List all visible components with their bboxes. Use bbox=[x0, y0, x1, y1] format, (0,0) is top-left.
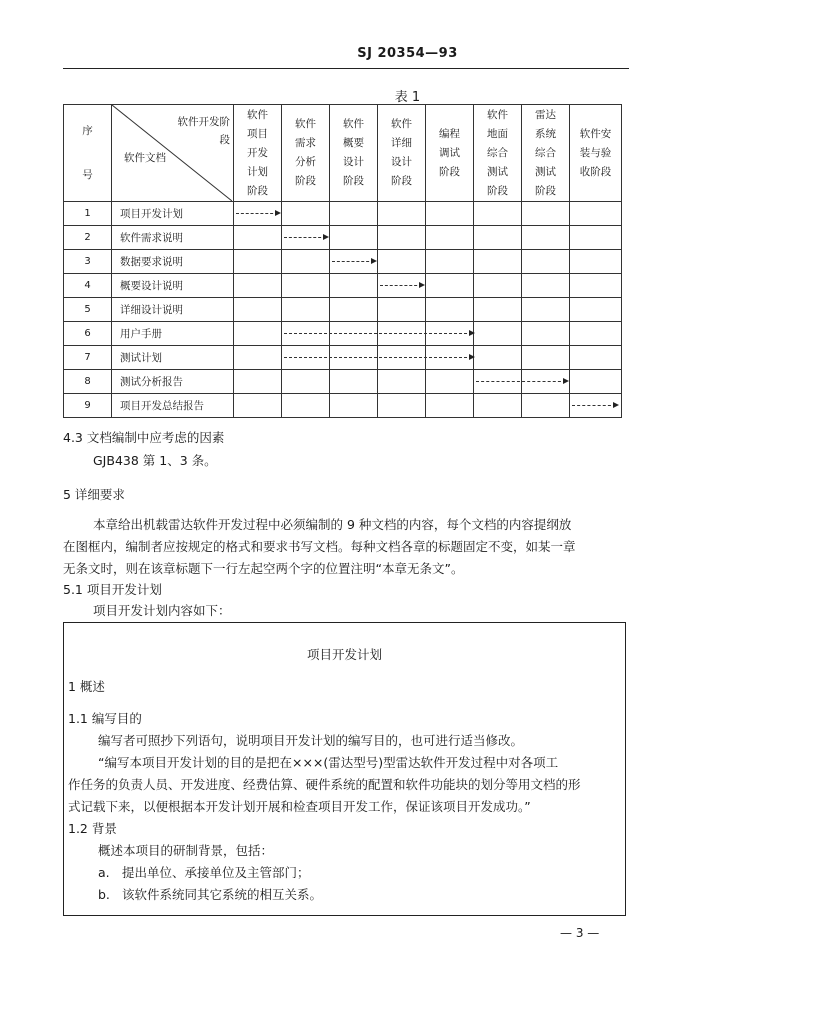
section-5-1-title: 5.1 项目开发计划 bbox=[63, 582, 162, 597]
stage-label-7: 雷达系统综合测试阶段 bbox=[535, 108, 556, 197]
document-stage-table bbox=[63, 104, 622, 418]
stage-label-8: 软件安装与验收阶段 bbox=[579, 127, 612, 178]
outline-item-b-marker: b. bbox=[98, 887, 110, 902]
outline-frame bbox=[63, 622, 626, 916]
outline-item-a-marker: a. bbox=[98, 865, 110, 880]
document-name: 数据要求说明 bbox=[112, 250, 234, 274]
outline-item-a: 提出单位、承接单位及主管部门； bbox=[122, 865, 310, 880]
section-5-1-body: 项目开发计划内容如下： bbox=[93, 603, 231, 618]
outline-para-3: 概述本项目的研制背景，包括： bbox=[98, 843, 274, 858]
row-number: 9 bbox=[64, 394, 112, 418]
outline-para-1: 编写者可照抄下列语句，说明项目开发计划的编写目的，也可进行适当修改。 bbox=[98, 733, 524, 748]
table-row bbox=[64, 250, 622, 274]
table-row bbox=[64, 274, 622, 298]
outline-heading-1-1: 1.1 编写目的 bbox=[68, 711, 142, 726]
stage-header-5 bbox=[426, 105, 474, 202]
outline-para-2-line1: “编写本项目开发计划的目的是把在×××(雷达型号)型雷达软件开发过程中对各项工 bbox=[98, 755, 559, 770]
stage-label-5: 编程调试阶段 bbox=[439, 127, 460, 178]
section-5-para-line1: 本章给出机载雷达软件开发过程中必须编制的 9 种文档的内容，每个文档的内容提纲放 bbox=[93, 517, 572, 532]
document-name: 用户手册 bbox=[112, 322, 234, 346]
table-row bbox=[64, 322, 622, 346]
outline-para-2-line3: 式记载下来，以便根据本开发计划开展和检查项目开发工作，保证该项目开发成功。” bbox=[68, 799, 531, 814]
stage-arrow bbox=[380, 285, 422, 286]
outline-heading-1-2: 1.2 背景 bbox=[68, 821, 117, 836]
stage-arrow bbox=[284, 357, 472, 358]
stage-label-6: 软件地面综合测试阶段 bbox=[487, 108, 508, 197]
section-4-3-body: GJB438 第 1、3 条。 bbox=[93, 453, 217, 468]
table-row bbox=[64, 202, 622, 226]
row-number: 5 bbox=[64, 298, 112, 322]
stage-arrow bbox=[284, 333, 472, 334]
table-row bbox=[64, 226, 622, 250]
document-name: 概要设计说明 bbox=[112, 274, 234, 298]
table-header-row bbox=[64, 105, 622, 202]
stage-arrow bbox=[476, 381, 566, 382]
stage-arrow bbox=[332, 261, 374, 262]
outline-title: 项目开发计划 bbox=[306, 647, 382, 662]
table-row bbox=[64, 298, 622, 322]
section-5-para-line3: 无条文时，则在该章标题下一行左起空两个字的位置注明“本章无条文”。 bbox=[63, 561, 464, 576]
diagonal-bottom-label: 软件文档 bbox=[124, 152, 166, 164]
row-number: 8 bbox=[64, 370, 112, 394]
page-number: — 3 — bbox=[560, 926, 600, 940]
row-number: 1 bbox=[64, 202, 112, 226]
standard-code: SJ 20354—93 bbox=[357, 46, 458, 61]
outline-heading-1: 1 概述 bbox=[68, 679, 105, 694]
table-title: 表 1 bbox=[394, 90, 421, 105]
document-name: 项目开发计划 bbox=[112, 202, 234, 226]
row-number: 4 bbox=[64, 274, 112, 298]
document-name: 软件需求说明 bbox=[112, 226, 234, 250]
row-number: 7 bbox=[64, 346, 112, 370]
seq-header bbox=[64, 105, 112, 202]
diagonal-top-label: 软件开发阶段 bbox=[177, 116, 230, 146]
row-number: 6 bbox=[64, 322, 112, 346]
stage-header-6 bbox=[474, 105, 522, 202]
section-5-para-line2: 在图框内，编制者应按规定的格式和要求书写文档。每种文档各章的标题固定不变，如某一章 bbox=[63, 539, 576, 554]
document-name: 测试计划 bbox=[112, 346, 234, 370]
header-rule bbox=[63, 68, 629, 69]
stage-arrow bbox=[236, 213, 278, 214]
document-name: 项目开发总结报告 bbox=[112, 394, 234, 418]
stage-label-2: 软件需求分析阶段 bbox=[295, 118, 316, 187]
stage-header-3 bbox=[330, 105, 378, 202]
outline-item-b: 该软件系统同其它系统的相互关系。 bbox=[122, 887, 323, 902]
outline-para-2-line2: 作任务的负责人员、开发进度、经费估算、硬件系统的配置和软件功能块的划分等用文档的形 bbox=[68, 777, 581, 792]
table-row bbox=[64, 370, 622, 394]
stage-header-2 bbox=[282, 105, 330, 202]
stage-header-7 bbox=[522, 105, 570, 202]
stage-arrow bbox=[572, 405, 616, 406]
stage-header-1 bbox=[234, 105, 282, 202]
section-4-3-title: 4.3 文档编制中应考虑的因素 bbox=[63, 430, 225, 445]
table-row bbox=[64, 346, 622, 370]
stage-label-3: 软件概要设计阶段 bbox=[343, 118, 364, 187]
row-number: 3 bbox=[64, 250, 112, 274]
stage-header-4 bbox=[378, 105, 426, 202]
document-name: 测试分析报告 bbox=[112, 370, 234, 394]
stage-label-1: 软件项目开发计划阶段 bbox=[247, 108, 268, 197]
document-name: 详细设计说明 bbox=[112, 298, 234, 322]
seq-header-label: 序号 bbox=[82, 125, 93, 181]
stage-arrow bbox=[284, 237, 326, 238]
stage-label-4: 软件详细设计阶段 bbox=[391, 118, 412, 187]
diagonal-header bbox=[112, 105, 234, 202]
table-row bbox=[64, 394, 622, 418]
row-number: 2 bbox=[64, 226, 112, 250]
section-5-title: 5 详细要求 bbox=[63, 487, 125, 502]
stage-header-8 bbox=[570, 105, 622, 202]
